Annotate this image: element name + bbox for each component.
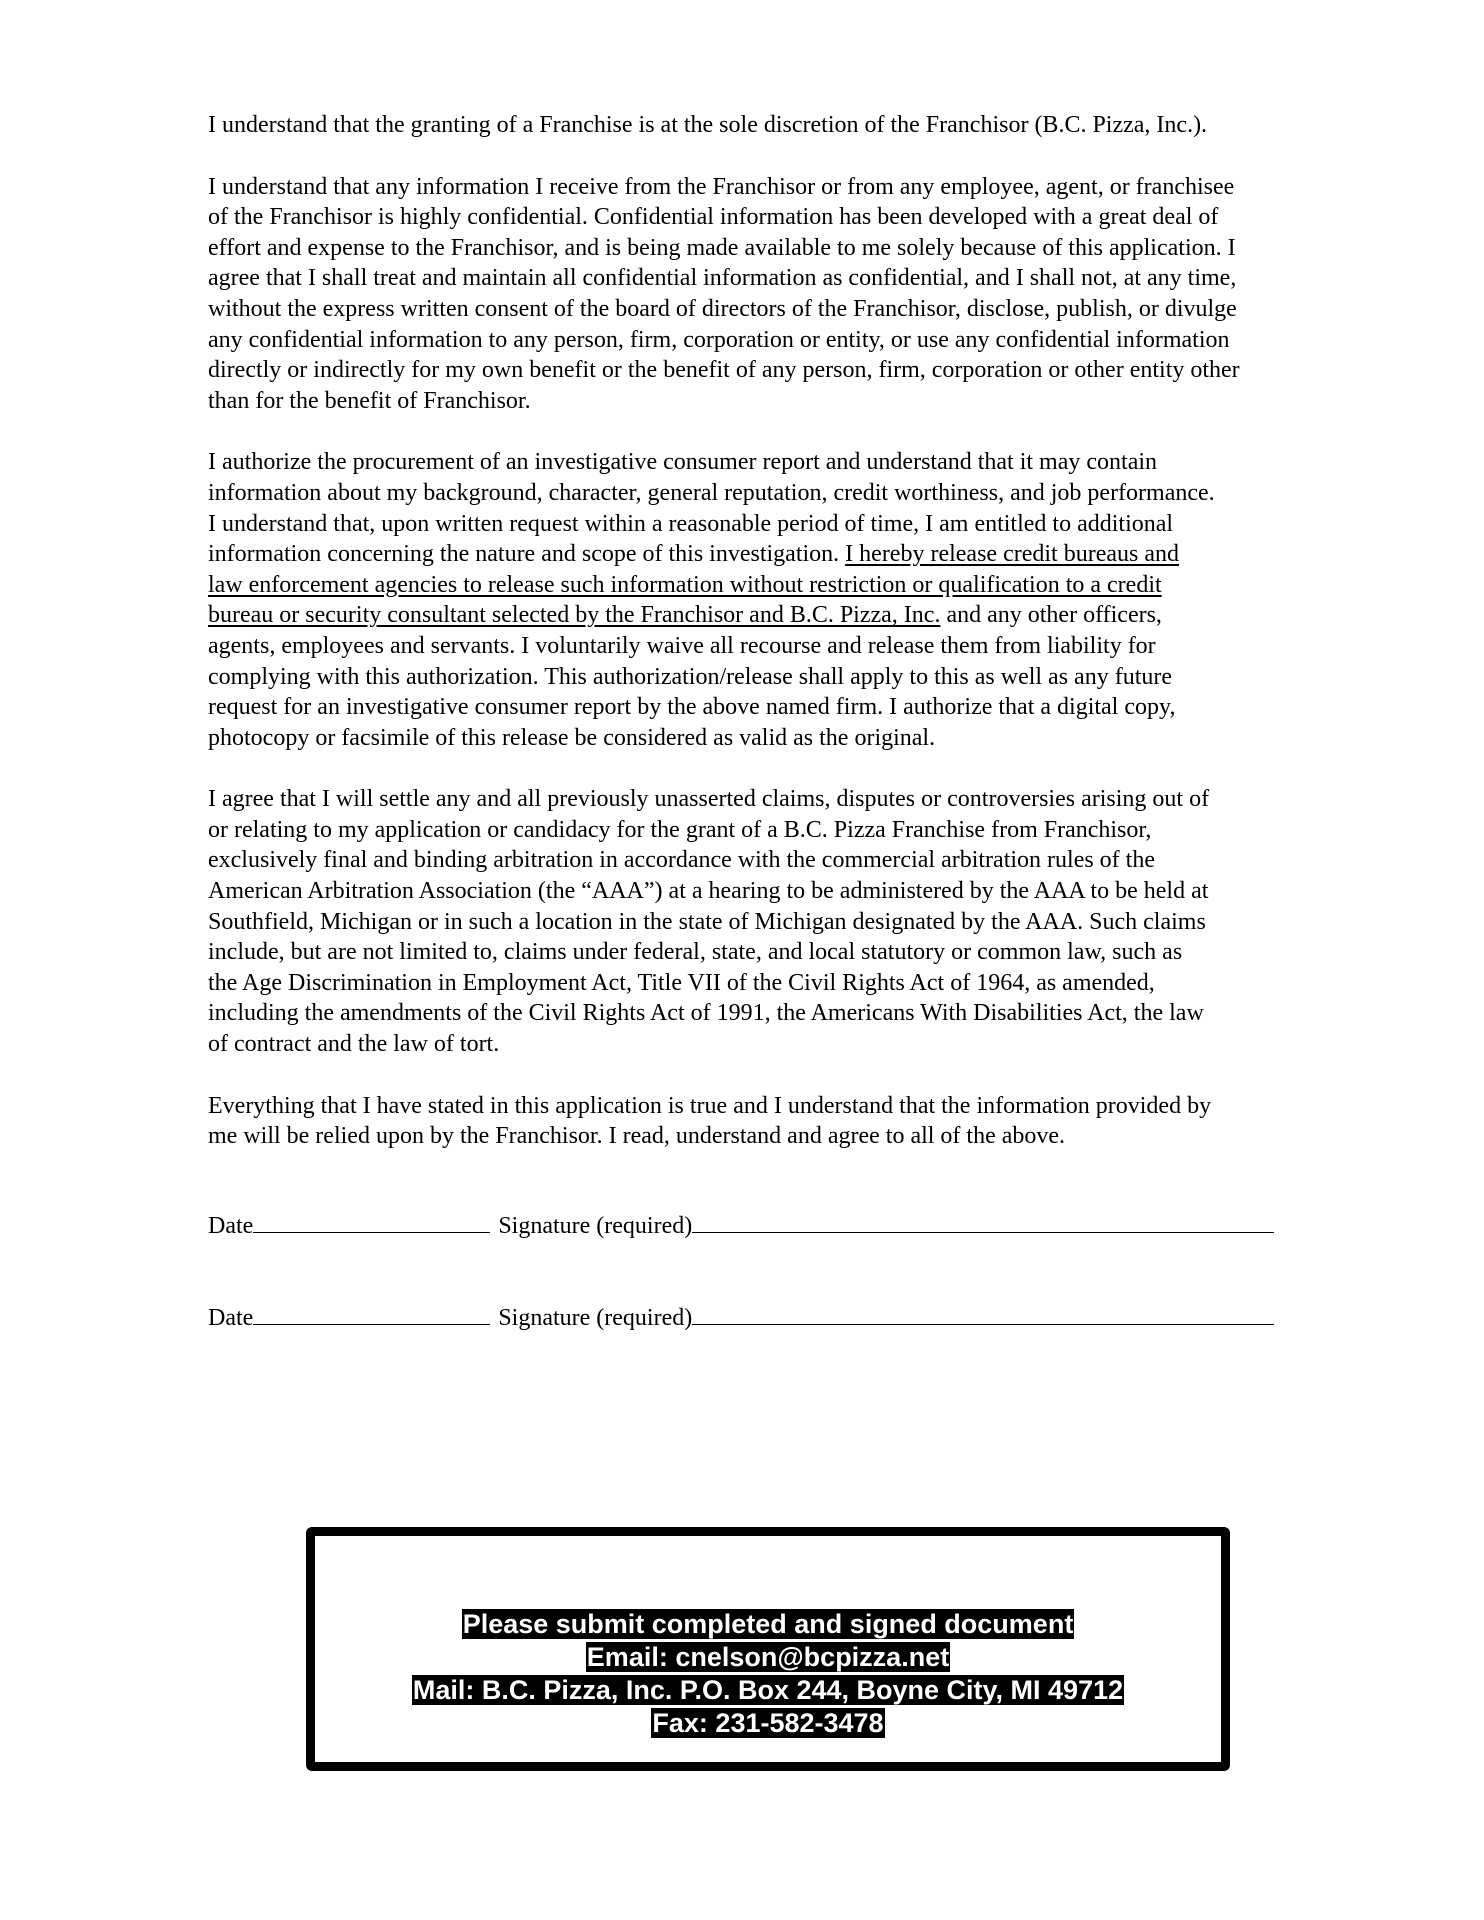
paragraph-authorization: I authorize the procurement of an investigative consumer report and understand that it may contain information about my background, character, general reputation, credit worthiness, and job performance. I understand that, upon written request within a reasonable period of time, I am entitled to additional information concerning the nature and scope of this investigation. I hereby release credit bureaus and law enforcement agencies to release such information without restriction or qualification to a credit bureau or security consultant selected by the Franchisor and B.C. Pizza, Inc. and any other officers, agents, employees and servants. I voluntarily waive all recourse and release them from liability for complying with this authorization. This authorization/release shall apply to this as well as any future request for an investigative consumer report by the above named firm. I authorize that a digital copy, photocopy or facsimile of this release be considered as valid as the original. [208, 447, 1358, 753]
underlined-release-text: I hereby release credit bureaus and [845, 541, 1179, 568]
paragraph-arbitration: I agree that I will settle any and all previously unasserted claims, disputes or controversies arising out of or relating to my application or candidacy for the grant of a B.C. Pizza Franchise from Franchisor, exclusively final and binding arbitration in accordance with the commercial arbitration rules of the American Arbitration Association (the “AAA”) at a hearing to be administered by the AAA to be held at Southfield, Michigan or in such a location in the state of Michigan designated by the AAA. Such claims include, but are not limited to, claims under federal, state, and local statutory or common law, such as the Age Discrimination in Employment Act, Title VII of the Civil Rights Act of 1964, as amended, including the amendments of the Civil Rights Act of 1991, the Americans With Disabilities Act, the law of contract and the law of tort. [208, 786, 1210, 1058]
submit-heading: Please submit completed and signed document [462, 1609, 1074, 1639]
paragraph-confidentiality: I understand that any information I receive from the Franchisor or from any employee, agent, or franchisee of the Franchisor is highly confidential. Confidential information has been developed with a great deal of effort and expense to the Franchisor, and is being made available to me solely because of this application. I agree that I shall treat and maintain all confidential information as confidential, and I shall not, at any time, without the express written consent of the board of directors of the Franchisor, disclose, publish, or divulge any confidential information to any person, firm, corporation or entity, or use any confidential information directly or indirectly for my own benefit or the benefit of any person, firm, corporation or other entity other than for the benefit of Franchisor. [208, 173, 1240, 414]
paragraph-discretion: I understand that the granting of a Franchise is at the sole discretion of the Franchisor (B.C. Pizza, Inc.). [208, 112, 1208, 138]
paragraph-truthfulness: Everything that I have stated in this application is true and I understand that the information provided by me will be relied upon by the Franchisor. I read, understand and agree to all of the above. [208, 1092, 1212, 1150]
underlined-release-text: bureau or security consultant selected by the Franchisor and B.C. Pizza, Inc. [208, 602, 941, 629]
signature-row-2: Date Signature (required) [208, 1302, 1274, 1333]
submission-instructions-box [306, 1527, 1230, 1771]
underlined-release-text: law enforcement agencies to release such information without restriction or qualification to a credit [208, 571, 1162, 598]
date-field[interactable] [253, 1302, 490, 1325]
signature-row-1: Date Signature (required) [208, 1210, 1274, 1241]
date-field[interactable] [253, 1210, 490, 1233]
submit-fax: Fax: 231-582-3478 [652, 1708, 884, 1738]
signature-field[interactable] [692, 1210, 1274, 1233]
submit-email: Email: cnelson@bcpizza.net [586, 1642, 950, 1672]
signature-field[interactable] [692, 1302, 1274, 1325]
submit-mail-address: Mail: B.C. Pizza, Inc. P.O. Box 244, Boyne City, MI 49712 [412, 1675, 1124, 1705]
document-body [208, 110, 1358, 1331]
